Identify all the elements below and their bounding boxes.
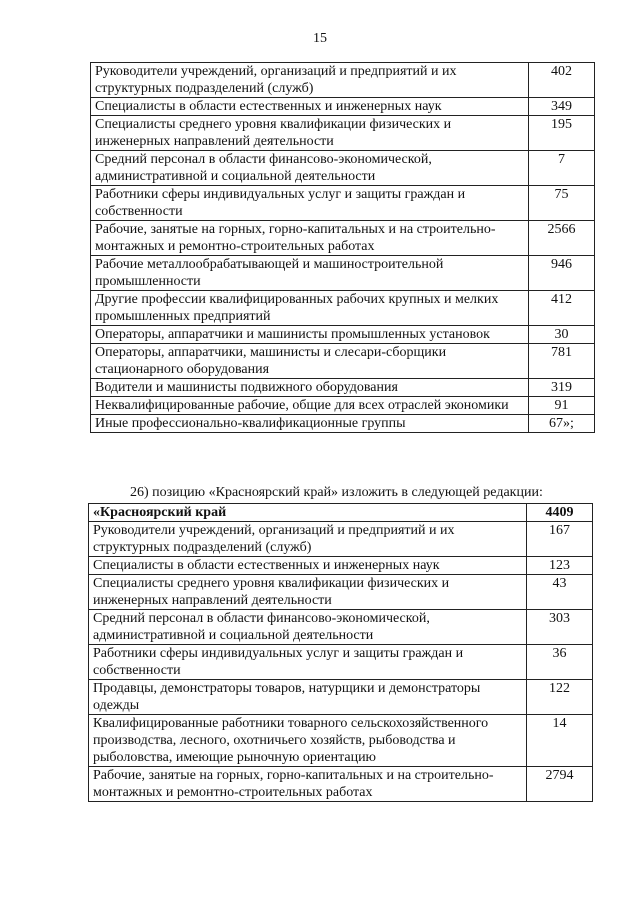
occupation-value: 2566 — [529, 221, 595, 256]
occupation-value: 402 — [529, 63, 595, 98]
table-row — [91, 379, 595, 397]
occupation-value: 781 — [529, 344, 595, 379]
table-row — [91, 116, 595, 151]
occupation-value: 195 — [529, 116, 595, 151]
occupation-label: Специалисты в области естественных и инженерных наук — [89, 557, 527, 575]
page-number: 15 — [313, 31, 327, 46]
table-row — [91, 98, 595, 116]
occupation-value: 123 — [527, 557, 593, 575]
occupation-label: Водители и машинисты подвижного оборудования — [91, 379, 529, 397]
occupation-value: 67»; — [529, 415, 595, 433]
occupation-value: 30 — [529, 326, 595, 344]
table-row — [89, 557, 593, 575]
table-row — [91, 221, 595, 256]
occupation-label: Руководители учреждений, организаций и предприятий и их структурных подразделений (служб) — [89, 522, 527, 557]
occupation-value: 167 — [527, 522, 593, 557]
table-row — [89, 767, 593, 802]
table-row — [89, 715, 593, 767]
table-row — [89, 522, 593, 557]
occupation-label: Работники сферы индивидуальных услуг и защиты граждан и собственности — [91, 186, 529, 221]
occupation-label: Иные профессионально-квалификационные группы — [91, 415, 529, 433]
occupation-value: 349 — [529, 98, 595, 116]
table-row — [91, 415, 595, 433]
occupation-label: Продавцы, демонстраторы товаров, натурщики и демонстраторы одежды — [89, 680, 527, 715]
table-row — [91, 326, 595, 344]
occupations-table-1 — [90, 62, 595, 433]
occupation-value: 319 — [529, 379, 595, 397]
occupation-value: 946 — [529, 256, 595, 291]
occupation-label: Средний персонал в области финансово-экономической, административной и социальной деятельности — [89, 610, 527, 645]
occupations-table-krasnoyarsk — [88, 503, 593, 802]
occupation-label: Средний персонал в области финансово-экономической, административной и социальной деятельности — [91, 151, 529, 186]
occupation-value: 2794 — [527, 767, 593, 802]
table-header-row — [89, 504, 593, 522]
table-row — [91, 397, 595, 415]
table-row — [91, 256, 595, 291]
occupation-value: 75 — [529, 186, 595, 221]
table-row — [89, 645, 593, 680]
occupation-label: Рабочие, занятые на горных, горно-капитальных и на строительно-монтажных и ремонтно-строительных работах — [91, 221, 529, 256]
table-row — [91, 151, 595, 186]
table-row — [91, 291, 595, 326]
occupation-value: 36 — [527, 645, 593, 680]
table-row — [89, 610, 593, 645]
region-name: «Красноярский край — [89, 504, 527, 522]
occupation-value: 303 — [527, 610, 593, 645]
occupation-value: 14 — [527, 715, 593, 767]
amendment-paragraph: 26) позицию «Красноярский край» изложить в следующей редакции: — [130, 485, 543, 500]
occupation-value: 43 — [527, 575, 593, 610]
occupation-label: Неквалифицированные рабочие, общие для всех отраслей экономики — [91, 397, 529, 415]
occupation-label: Другие профессии квалифицированных рабочих крупных и мелких промышленных предприятий — [91, 291, 529, 326]
occupation-label: Рабочие, занятые на горных, горно-капитальных и на строительно-монтажных и ремонтно-строительных работах — [89, 767, 527, 802]
occupation-label: Руководители учреждений, организаций и предприятий и их структурных подразделений (служб) — [91, 63, 529, 98]
occupation-label: Операторы, аппаратчики, машинисты и слесари-сборщики стационарного оборудования — [91, 344, 529, 379]
table-row — [91, 344, 595, 379]
occupation-label: Специалисты в области естественных и инженерных наук — [91, 98, 529, 116]
occupation-label: Специалисты среднего уровня квалификации физических и инженерных направлений деятельности — [91, 116, 529, 151]
occupation-label: Работники сферы индивидуальных услуг и защиты граждан и собственности — [89, 645, 527, 680]
occupation-label: Рабочие металлообрабатывающей и машиностроительной промышленности — [91, 256, 529, 291]
occupation-value: 412 — [529, 291, 595, 326]
occupation-label: Специалисты среднего уровня квалификации физических и инженерных направлений деятельности — [89, 575, 527, 610]
occupation-label: Квалифицированные работники товарного сельскохозяйственного производства, лесного, охотничьего хозяйств, рыбоводства и рыболовства, имеющие рыночную ориентацию — [89, 715, 527, 767]
region-total: 4409 — [527, 504, 593, 522]
table-row — [89, 575, 593, 610]
occupation-value: 7 — [529, 151, 595, 186]
table-row — [91, 186, 595, 221]
occupation-value: 122 — [527, 680, 593, 715]
occupation-label: Операторы, аппаратчики и машинисты промышленных установок — [91, 326, 529, 344]
table-row — [89, 680, 593, 715]
table-row — [91, 63, 595, 98]
occupation-value: 91 — [529, 397, 595, 415]
